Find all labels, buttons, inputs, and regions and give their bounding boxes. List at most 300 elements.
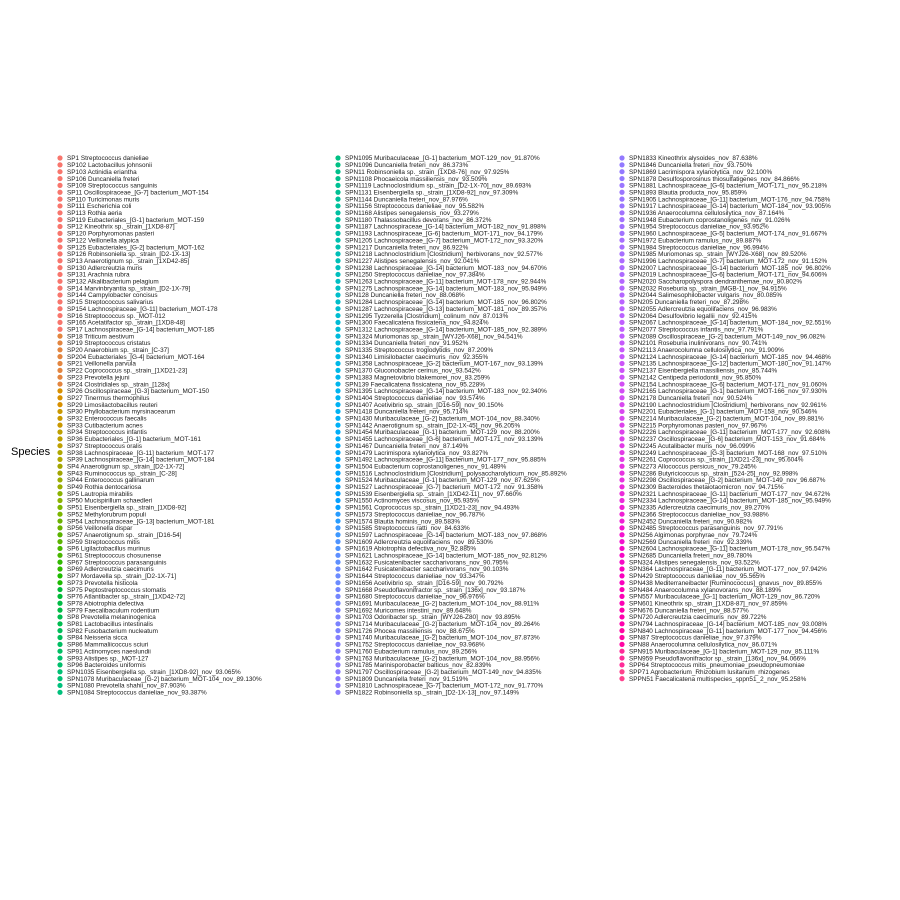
legend-key — [335, 169, 340, 174]
legend-key — [619, 231, 624, 236]
legend-label: SPN1358 Lachnospiraceae_[G-2] bacterium_MOT-167_nov_93.139% — [345, 360, 544, 368]
legend-label: SPN324 Alistipes senegalensis_nov_93.522% — [629, 559, 760, 567]
legend-label: SPN2485 Streptococcus parasanguinis_nov_97.791% — [629, 525, 783, 533]
legend-label: SPN794 Lachnospiraceae_[G-14] bacterium_MOT-185_nov_93.008% — [629, 621, 828, 628]
legend-label: SPN1284 Lachnospiraceae_[G-14] bacterium_MOT-185_nov_96.802% — [345, 299, 547, 307]
legend-label: SPN1287 Lachnospiraceae_[G-13] bacterium_MOT-181_nov_89.357% — [345, 305, 547, 313]
legend-label: SPN1205 Lachnospiraceae_[G-7] bacterium_MOT-172_nov_93.320% — [345, 237, 544, 245]
legend-key — [57, 491, 62, 496]
legend-label: SPN1760 Eubacterium ramulus_nov_89.256% — [345, 648, 478, 656]
legend-label: SP16 Streptococcus sp._MOT-012 — [67, 312, 166, 320]
legend-label: SPN1642 Fusicatenibacter saccharivorans_nov_90.103% — [345, 566, 509, 574]
legend-key — [619, 238, 624, 243]
legend-key — [335, 546, 340, 551]
legend-key — [57, 649, 62, 654]
legend-label: SPN1550 Actinomyces viscosus_nov_95.935% — [345, 497, 479, 505]
legend-key — [57, 560, 62, 565]
legend-items — [57, 155, 831, 696]
legend-key — [57, 320, 62, 325]
legend-key — [619, 279, 624, 284]
legend-label: SPN2020 Saccharopolyspora dendranthemae_nov_80.802% — [629, 278, 803, 286]
legend-label: SPN1609 Adlercreutzia equolifaciens_nov_89.530% — [345, 538, 493, 546]
legend-key — [57, 231, 62, 236]
legend-label: SPN1275 Lachnospiraceae_[G-14] bacterium_MOT-183_nov_95.949% — [345, 285, 547, 293]
legend-key — [619, 628, 624, 633]
legend-key — [619, 388, 624, 393]
legend-key — [57, 292, 62, 297]
legend-key — [57, 635, 62, 640]
legend-label: SPN1524 Muribaculaceae_[G-1] bacterium_MOT-129_nov_87.625% — [345, 477, 540, 485]
legend-label: SP5 Lautropia mirabilis — [67, 490, 133, 498]
legend-label: SPN256 Algimonas porphyrae_nov_79.724% — [629, 531, 758, 539]
legend-label: SPN2273 Allococcus persicus_nov_79.245% — [629, 463, 757, 471]
legend-label: SPN1656 Acetivibrio sp._strain_[D16-59]_nov_90.792% — [345, 579, 504, 587]
legend-label: SP49 Rothia dentocariosa — [67, 484, 142, 491]
legend-key — [335, 436, 340, 441]
legend-label: SPN2201 Eubacteriales_[G-1] bacterium_MOT-158_nov_90.546% — [629, 408, 818, 416]
legend-label: SPN1619 Abiotrophia defectiva_nov_92.885% — [345, 545, 477, 553]
legend-label: SP84 Neisseria sicca — [67, 634, 128, 642]
legend-key — [57, 224, 62, 229]
legend-key — [57, 518, 62, 523]
legend-label: SPN1119 Lachnoclostridium sp._strain_[D2-1X-70]_nov_89.693% — [345, 182, 532, 190]
legend-label: SPN1785 Marinisporobacter balticus_nov_82.839% — [345, 662, 492, 670]
legend-key — [335, 464, 340, 469]
legend-key — [57, 409, 62, 414]
legend-key — [335, 286, 340, 291]
legend-key — [619, 286, 624, 291]
legend-label: SPN1084 Streptococcus danieliae_nov_93.387% — [67, 689, 207, 697]
legend-key — [619, 662, 624, 667]
legend-label: SP11 Oscillospiraceae_[G-7] bacterium_MOT-154 — [67, 189, 209, 197]
legend-label: SPN1479 Lacrimispora xylanolytica_nov_93.827% — [345, 449, 489, 457]
legend-label: SP13 Anaerotignum sp._strain_[1XD42-85] — [67, 257, 190, 265]
legend-key — [57, 265, 62, 270]
legend-label: SPN1324 Muriomonas sp._strain_[WYJ26-X68]_nov_94.541% — [345, 333, 523, 341]
legend-key — [57, 375, 62, 380]
legend-key — [335, 279, 340, 284]
legend-label: SP67 Streptococcus parasanguinis — [67, 559, 167, 567]
legend-label: SP50 Mucispirillum schaedleri — [67, 497, 153, 505]
legend-label: SPN557 Muribaculaceae_[G-1] bacterium_MOT-129_nov_86.720% — [629, 593, 821, 601]
legend-key — [619, 429, 624, 434]
legend-key — [619, 601, 624, 606]
legend-label: SP19 Streptococcus cristatus — [67, 340, 151, 348]
legend-key — [619, 518, 624, 523]
legend-label: SPN2019 Lachnospiraceae_[G-6] bacterium_MOT-171_nov_94.606% — [629, 271, 828, 279]
legend-key — [57, 388, 62, 393]
legend-label: SPN1144 Duncaniella freteri_nov_87.976% — [345, 196, 468, 204]
legend-label: SPN2298 Oscillospiraceae_[G-2] bacterium_MOT-149_nov_96.687% — [629, 477, 826, 485]
legend-key — [335, 655, 340, 660]
legend-key — [619, 197, 624, 202]
legend-label: SP73 Prevotella histicola — [67, 579, 138, 587]
legend-key — [335, 162, 340, 167]
legend-label: SP111 Escherichia coli — [67, 203, 132, 211]
legend-label: SPN1108 Phocaeicola massiliensis_nov_93.509% — [345, 175, 488, 183]
legend-label: SPN1227 Alistipes senegalensis_nov_92.041% — [345, 257, 480, 265]
legend-key — [335, 347, 340, 352]
legend-key — [57, 423, 62, 428]
legend-key — [619, 443, 624, 448]
legend-key — [619, 258, 624, 263]
legend-key — [619, 505, 624, 510]
legend-label: SPN1561 Coprococcus sp._strain_[1XD21-23]_nov_94.493% — [345, 504, 520, 512]
legend-label: SPN438 Mediterraneibacter [Ruminococcus]_gnavus_nov_89.855% — [629, 579, 822, 587]
legend-key — [57, 279, 62, 284]
legend-label: SP103 Actinidia eriantha — [67, 168, 137, 176]
legend-key — [619, 532, 624, 537]
legend-key — [335, 498, 340, 503]
legend-key — [57, 197, 62, 202]
legend-key — [57, 162, 62, 167]
legend-label: SPN1442 Anaerotignum sp._strain_[D2-1X-45]_nov_96.205% — [345, 422, 521, 430]
legend-key — [335, 594, 340, 599]
legend-label: SP51 Eisenbergiella sp._strain_[1XD8-92] — [67, 504, 187, 512]
legend-label: SPN1492 Lachnospiraceae_[G-11] bacterium_MOT-177_nov_95.885% — [345, 456, 547, 464]
legend-key — [335, 155, 340, 160]
legend-label: SPN2452 Duncaniella freteri_nov_90.982% — [629, 518, 753, 526]
legend-label: SPN2165 Lachnospiraceae_[G-1] bacterium_MOT-166_nov_97.930% — [629, 388, 828, 396]
legend-label: SP113 Rothia aeria — [67, 210, 122, 217]
legend-key — [57, 553, 62, 558]
legend-label: SP26 Oscillospiraceae_[G-3] bacterium_MOT-150 — [67, 388, 210, 396]
legend-label: SPN1680 Streptococcus danieliae_nov_96.976% — [345, 593, 485, 601]
legend-label: SPN1370 Gluconobacter cerinus_nov_93.542% — [345, 367, 481, 375]
legend-key — [335, 518, 340, 523]
legend-label: SPN1797 Oscillospiraceae_[G-2] bacterium_MOT-149_nov_94.835% — [345, 668, 542, 676]
legend-key — [335, 491, 340, 496]
legend-title: Species — [11, 446, 51, 458]
legend-key — [619, 347, 624, 352]
legend-key — [335, 450, 340, 455]
legend-label: SPN1691 Muribaculaceae_[G-2] bacterium_MOT-104_nov_88.911% — [345, 600, 540, 608]
legend-label: SP52 Methylorubrum populi — [67, 511, 146, 519]
legend-key — [335, 251, 340, 256]
legend-label: SPN484 Anaerocolumna xylanovorans_nov_88.189% — [629, 586, 782, 594]
legend-key — [619, 525, 624, 530]
legend-key — [335, 292, 340, 297]
legend-key — [619, 608, 624, 613]
legend-label: SPN1878 Desulfosporosinus thiosulfatigenes_nov_84.866% — [629, 175, 800, 183]
legend-label: SPN1035 Eisenbergiella sp._strain_[1XD8-92]_nov_93.065% — [67, 668, 241, 676]
legend-key — [619, 498, 624, 503]
legend-label: SPN2366 Streptococcus danieliae_nov_93.988% — [629, 511, 769, 519]
legend-label: SP15 Streptococcus salivarius — [67, 299, 154, 307]
legend-key — [57, 683, 62, 688]
legend-label: SPN840 Lachnospiraceae_[G-11] bacterium_MOT-177_nov_94.456% — [629, 627, 827, 635]
legend-label: SPN1726 Phocea massiliensis_nov_88.675% — [345, 627, 475, 635]
legend-key — [619, 272, 624, 277]
legend-label: SPN1846 Duncaniella freteri_nov_93.750% — [629, 162, 753, 170]
legend-key — [57, 361, 62, 366]
legend-key — [619, 155, 624, 160]
legend-key — [619, 244, 624, 249]
legend-label: SPN1454 Muribaculaceae_[G-1] bacterium_MOT-129_nov_88.200% — [345, 429, 540, 437]
legend-key — [57, 381, 62, 386]
legend-label: SPN1714 Muribaculaceae_[G-2] bacterium_MOT-104_nov_89.264% — [345, 621, 540, 628]
legend-key — [335, 340, 340, 345]
legend-key — [57, 347, 62, 352]
legend-label: SP144 Campylobacter concisus — [67, 292, 158, 300]
legend-label: SPN1250 Streptococcus danieliae_nov_97.384% — [345, 271, 485, 279]
legend-key — [335, 409, 340, 414]
legend-key — [57, 512, 62, 517]
legend-label: SPN1621 Lachnospiraceae_[G-14] bacterium_MOT-185_nov_92.812% — [345, 552, 547, 560]
legend-label: SPN1809 Duncaniella freteri_nov_91.519% — [345, 675, 469, 683]
legend-label: SPN1295 Tyzzerella [Clostridium]_colinum_nov_87.013% — [345, 312, 509, 320]
legend-label: SP102 Lactobacillus johnsonii — [67, 162, 152, 170]
legend-key — [619, 573, 624, 578]
legend-label: SP21 Veillonella parvula — [67, 360, 136, 368]
legend-label: SP7 Mordavella sp._strain_[D2-1X-71] — [67, 573, 177, 581]
legend-key — [619, 217, 624, 222]
legend-label: SPN1984 Streptococcus danieliae_nov_96.994% — [629, 244, 769, 252]
legend-label: SPN1948 Eubacterium coprostanoligenes_nov_91.026% — [629, 216, 791, 224]
legend-key — [57, 169, 62, 174]
legend-key — [57, 532, 62, 537]
legend-key — [335, 649, 340, 654]
legend-key — [619, 169, 624, 174]
legend-key — [335, 327, 340, 332]
legend-label: SP76 Atlantibacter sp._strain_[1XD42-72] — [67, 593, 185, 601]
legend-key — [57, 210, 62, 215]
legend-key — [57, 525, 62, 530]
legend-key — [619, 539, 624, 544]
legend-key — [57, 450, 62, 455]
legend-label: SP43 Ruminococcus sp._strain_[C-28] — [67, 470, 177, 478]
legend-key — [619, 183, 624, 188]
legend-label: SPN1238 Lachnospiraceae_[G-14] bacterium_MOT-183_nov_94.670% — [345, 264, 547, 272]
legend-key — [619, 436, 624, 441]
legend-label: SP93 Alistipes sp._MOT-127 — [67, 655, 149, 663]
legend-label: SPN1383 Magnetovibrio blakemorei_nov_83.259% — [345, 374, 490, 382]
legend-label: SP75 Peptostreptococcus stomatis — [67, 586, 167, 594]
legend-key — [619, 265, 624, 270]
legend-label: SPN959 Pseudoflavonifractor sp._strain_[136x]_nov_94.066% — [629, 655, 806, 663]
legend-key — [335, 566, 340, 571]
legend-key — [619, 354, 624, 359]
legend-key — [335, 608, 340, 613]
legend-label: SPN1312 Lachnospiraceae_[G-14] bacterium_MOT-185_nov_92.389% — [345, 326, 547, 334]
legend-key — [619, 649, 624, 654]
legend-key — [57, 573, 62, 578]
legend-label: SPN1574 Blautia hominis_nov_89.583% — [345, 518, 461, 526]
legend-key — [335, 580, 340, 585]
legend-key — [335, 642, 340, 647]
legend-key — [335, 443, 340, 448]
legend-key — [335, 429, 340, 434]
legend-label: SPN1527 Lachnospiraceae_[G-7] bacterium_MOT-172_nov_91.358% — [345, 484, 544, 491]
legend-label: SPN1752 Streptococcus danieliae_nov_93.968% — [345, 641, 485, 649]
legend-label: SPN1810 Lachnospiraceae_[G-7] bacterium_MOT-172_nov_91.770% — [345, 682, 544, 690]
legend-key — [57, 471, 62, 476]
legend-key — [57, 594, 62, 599]
legend-label: SPN2142 Centipeda periodontii_nov_95.850% — [629, 374, 762, 382]
legend-label: SPN1078 Muribaculaceae_[G-2] bacterium_MOT-104_nov_89.130% — [67, 675, 262, 683]
legend-key — [335, 381, 340, 386]
legend-key — [335, 484, 340, 489]
legend-label: SPN1131 Eisenbergiella sp._strain_[1XD8-92]_nov_97.309% — [345, 189, 519, 197]
legend-label: SP4 Anaerotignum sp._strain_[D2-1X-72] — [67, 463, 185, 471]
legend-key — [335, 662, 340, 667]
legend-label: SPN2178 Duncaniella freteri_nov_90.524% — [629, 394, 753, 402]
legend-label: SPN2245 Acutalibacter muris_nov_96.099% — [629, 442, 755, 450]
legend-label: SPN1985 Muriomonas sp._strain_[WYJ26-X68]_nov_89.520% — [629, 251, 807, 259]
legend-label: SPN205 Duncaniella freteri_nov_87.298% — [629, 299, 749, 307]
legend-label: SPN2113 Anaerocolumna cellulosilytica_nov_91.909% — [629, 347, 784, 354]
legend-label: SPN1954 Streptococcus danieliae_nov_93.952% — [629, 223, 769, 231]
legend-label: SPN88 Anaerocolumna cellulosilytica_nov_86.071% — [629, 641, 778, 649]
legend-label: SPN1096 Duncaniella freteri_nov_86.373% — [345, 162, 469, 170]
legend-key — [57, 642, 62, 647]
legend-key — [335, 375, 340, 380]
legend-key — [57, 477, 62, 482]
legend-key — [57, 306, 62, 311]
legend-key — [335, 553, 340, 558]
legend-key — [57, 662, 62, 667]
legend-label: SP22 Coprococcus sp._strain_[1XD21-23] — [67, 367, 188, 375]
legend-key — [335, 525, 340, 530]
legend-label: SP30 Phyllobacterium myrsinacearum — [67, 408, 176, 416]
legend-key — [57, 238, 62, 243]
legend-key — [335, 334, 340, 339]
legend-key — [57, 608, 62, 613]
legend-label: SPN1597 Lachnospiraceae_[G-14] bacterium_MOT-183_nov_97.868% — [345, 531, 547, 539]
legend-label: SPN1740 Muribaculaceae_[G-2] bacterium_MOT-104_nov_87.873% — [345, 634, 540, 642]
legend-key — [57, 203, 62, 208]
legend-key — [57, 587, 62, 592]
legend-key — [335, 183, 340, 188]
legend-key — [335, 244, 340, 249]
legend-key — [57, 299, 62, 304]
legend-key — [335, 238, 340, 243]
legend-label: SP82 Fusobacterium nucleatum — [67, 627, 158, 635]
legend-label: SPN1917 Lachnospiraceae_[G-14] bacterium_MOT-184_nov_93.905% — [629, 203, 831, 211]
legend-label: SP120 Porphyromonas pasteri — [67, 230, 155, 238]
legend-label: SPN2089 Oscillospiraceae_[G-2] bacterium_MOT-149_nov_96.082% — [629, 333, 826, 341]
legend-label: SPN1936 Anaerocolumna cellulosilytica_nov_87.164% — [629, 210, 785, 217]
legend-label: SPN2309 Bacteroides thetaiotaomicron_nov_94.715% — [629, 484, 784, 491]
legend-key — [335, 402, 340, 407]
legend-key — [619, 676, 624, 681]
legend-label: SP23 Prevotella jejuni — [67, 374, 130, 382]
legend-key — [335, 457, 340, 462]
legend-label: SP126 Robinsoniella sp._strain_[D2-1X-13] — [67, 251, 191, 259]
legend-key — [57, 566, 62, 571]
legend-key — [57, 244, 62, 249]
legend-label: SPN1218 Lachnoclostridium [Clostridium]_herbivorans_nov_92.577% — [345, 251, 543, 259]
legend-label: SP119 Eubacteriales_[G-1] bacterium_MOT-159 — [67, 216, 204, 224]
legend-key — [57, 628, 62, 633]
legend-key — [57, 340, 62, 345]
legend-label: SPN1703 Odoribacter sp._strain_[WYJ26-Z80]_nov_93.895% — [345, 614, 521, 622]
legend-key — [619, 327, 624, 332]
legend-label: SPN1905 Lachnospiraceae_[G-11] bacterium_MOT-176_nov_94.758% — [629, 196, 831, 204]
legend-key — [57, 429, 62, 434]
legend-key — [335, 388, 340, 393]
legend-key — [619, 190, 624, 195]
legend-label: SPN1156 Streptococcus danieliae_nov_95.582% — [345, 203, 485, 211]
legend-key — [619, 340, 624, 345]
legend-label: SPN2335 Adlercreutzia caecimuris_nov_89.270% — [629, 504, 771, 512]
legend-key — [619, 203, 624, 208]
legend-key — [57, 354, 62, 359]
legend-label: SP110 Turicimonas muris — [67, 196, 140, 204]
legend-key — [57, 457, 62, 462]
legend-key — [335, 683, 340, 688]
legend-key — [57, 614, 62, 619]
legend-label: SPN87 Streptococcus danieliae_nov_97.379% — [629, 634, 762, 642]
legend-key — [335, 203, 340, 208]
legend-key — [335, 628, 340, 633]
legend-label: SP204 Eubacteriales_[G-4] bacterium_MOT-164 — [67, 353, 205, 361]
legend-label: SPN2190 Lachnoclostridium [Clostridium]_herbivorans_nov_92.961% — [629, 401, 827, 409]
legend-label: SPN1335 Streptococcus troglodytidis_nov_87.209% — [345, 347, 494, 354]
legend-key — [335, 512, 340, 517]
legend-label: SPN1644 Streptococcus danieliae_nov_93.347% — [345, 573, 485, 581]
legend-label: SP78 Abiotrophia defectiva — [67, 600, 144, 608]
legend-key — [619, 299, 624, 304]
legend-key — [619, 464, 624, 469]
legend-label: SP96 Bacteroides uniformis — [67, 662, 146, 670]
legend-label: SP91 Actinomyces naeslundii — [67, 648, 151, 656]
legend-key — [57, 669, 62, 674]
legend-label: SPN2249 Lachnospiraceae_[G-3] bacterium_MOT-168_nov_97.510% — [629, 449, 828, 457]
legend-key — [57, 368, 62, 373]
legend-key — [57, 498, 62, 503]
legend-key — [335, 423, 340, 428]
legend-key — [335, 587, 340, 592]
legend-key — [57, 601, 62, 606]
legend-key — [335, 320, 340, 325]
legend-key — [619, 416, 624, 421]
legend-key — [57, 655, 62, 660]
legend-label: SPN2135 Lachnospiraceae_[G-12] bacterium_MOT-180_nov_91.147% — [629, 360, 831, 368]
legend-label: SP27 Tinerrnus thermophilus — [67, 394, 150, 402]
legend-key — [619, 402, 624, 407]
legend-key — [619, 553, 624, 558]
legend-key — [335, 573, 340, 578]
legend-label: SP81 Lactobacillus intestinalis — [67, 621, 153, 628]
legend-label: SPN2077 Streptococcus infantis_nov_97.791% — [629, 326, 764, 334]
legend-label: SP38 Lachnospiraceae_[G-11] bacterium_MOT-177 — [67, 449, 214, 457]
legend-label: SPN429 Streptococcus danieliae_nov_95.565% — [629, 573, 766, 581]
legend-key — [619, 409, 624, 414]
legend-label: SP14 Marvinbryantia sp._strain_[D2-1X-79] — [67, 285, 191, 293]
legend-label: SPN1418 Duncaniella freteri_nov_95.714% — [345, 408, 469, 416]
legend-label: SPN1430 Muribaculaceae_[G-2] bacterium_MOT-104_nov_88.340% — [345, 415, 540, 423]
legend-label: SP44 Enterococcus gallinarum — [67, 477, 155, 485]
legend-label: SPN2286 Butyricicoccus sp._strain_[524-25]_nov_92.998% — [629, 470, 799, 478]
legend-label: SPN2124 Lachnospiraceae_[G-14] bacterium_MOT-185_nov_94.468% — [629, 353, 831, 361]
legend-label: SPN2101 Roseburia inulinivorans_nov_90.741% — [629, 340, 768, 348]
legend-label: SPN1504 Eubacterium coprostanoligenes_nov_91.489% — [345, 463, 507, 471]
legend-label: SPN2007 Lachnospiraceae_[G-14] bacterium_MOT-185_nov_96.802% — [629, 264, 831, 272]
legend-key — [57, 190, 62, 195]
legend-key — [619, 635, 624, 640]
legend-label: SPPN51 Faecalicatena multispecies_sppn51_2_nov_95.258% — [629, 675, 807, 683]
legend-key — [619, 251, 624, 256]
legend-label: SP154 Lachnospiraceae_[G-11] bacterium_MOT-178 — [67, 305, 218, 313]
legend-label: SPN720 Adlercreutzia caecimuris_nov_89.722% — [629, 614, 767, 622]
legend-key — [619, 176, 624, 181]
legend-key — [335, 471, 340, 476]
legend-key — [619, 457, 624, 462]
legend-key — [619, 450, 624, 455]
legend-key — [619, 361, 624, 366]
legend-key — [619, 381, 624, 386]
